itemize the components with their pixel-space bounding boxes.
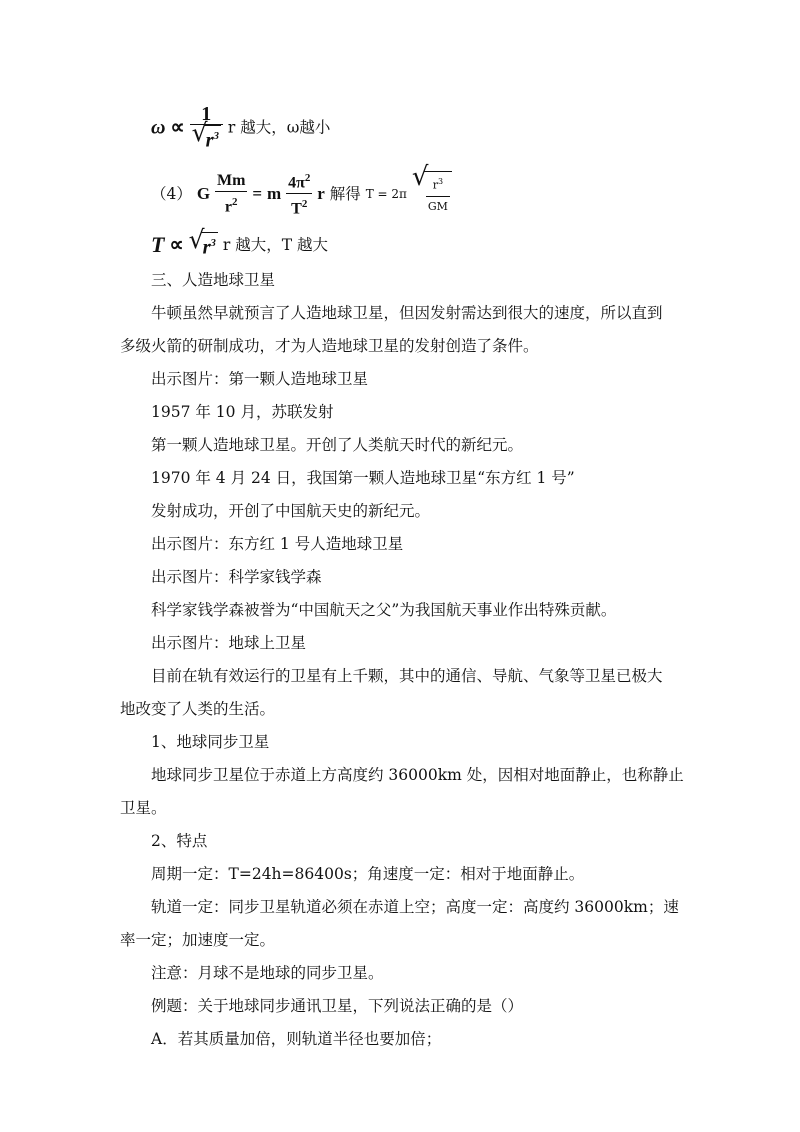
paragraph-line: 注意：月球不是地球的同步卫星。 <box>151 964 384 982</box>
paragraph-line: 出示图片：第一颗人造地球卫星 <box>151 370 369 388</box>
Mm: Mm <box>215 171 247 192</box>
paragraph-line: 第一颗人造地球卫星。开创了人类航天时代的新纪元。 <box>151 436 524 454</box>
omega-fraction <box>190 104 223 151</box>
Mm-over-r2: $\frac{Mm}{r^2}$ <box>216 171 246 215</box>
proportional-symbol: ∝ <box>170 116 185 139</box>
paragraph-line: 周期一定：T=24h=86400s；角速度一定：相对于地面静止。 <box>151 865 585 883</box>
r-cubed-base: r <box>432 178 438 192</box>
section-heading: 三、人造地球卫星 <box>151 271 276 289</box>
paragraph-line: 多级火箭的研制成功，才为人造地球卫星的发射创造了条件。 <box>120 337 539 355</box>
paragraph-line: 出示图片：科学家钱学森 <box>151 568 322 586</box>
paragraph-line: 地球同步卫星位于赤道上方高度约 36000km 处，因相对地面静止，也称静止 <box>151 766 684 784</box>
sqrt-r3: √ $r^3$ <box>191 118 219 152</box>
4pi2-over-T2: $\frac{4\pi^2}{T^2}$ <box>286 168 312 220</box>
paragraph-line: 1957 年 10 月，苏联发射 <box>151 403 334 421</box>
formula-omega <box>151 104 330 160</box>
paragraph-line: 率一定；加速度一定。 <box>120 931 276 949</box>
option-a: A．若其质量加倍，则轨道半径也要加倍； <box>151 1030 442 1048</box>
exponent-3: 3 <box>213 130 219 142</box>
radicand-r: r <box>205 129 214 152</box>
m-symbol: m <box>266 183 282 203</box>
T-symbol: T <box>291 200 302 218</box>
paragraph-line: 目前在轨有效运行的卫星有上千颗，其中的通信、导航、气象等卫星已极大 <box>151 667 663 685</box>
formula-T <box>151 225 328 262</box>
T-equals: T = 2π <box>365 186 407 201</box>
sqrt-r3-T: √ $r^3$ <box>188 225 216 259</box>
exponent-3-T: 3 <box>210 237 216 249</box>
jiede-text: 解得 <box>329 184 361 203</box>
paragraph-line: 出示图片：地球上卫星 <box>151 634 307 652</box>
proportional-symbol-2: ∝ <box>169 233 184 256</box>
G-symbol: G <box>196 183 211 203</box>
omega-symbol: ω <box>151 116 166 139</box>
paragraph-line: 发射成功，开创了中国航天史的新纪元。 <box>151 502 431 520</box>
paragraph-line: 出示图片：东方红 1 号人造地球卫星 <box>151 535 404 553</box>
paragraph-line: 轨道一定：同步卫星轨道必须在赤道上空；高度一定：高度约 36000km；速 <box>151 898 679 916</box>
radicand-r-T: r <box>202 236 211 259</box>
T-description: r 越大，T 越大 <box>222 235 328 254</box>
example-question: 例题：关于地球同步通讯卫星，下列说法正确的是（） <box>151 997 524 1015</box>
omega-description: r 越大，ω越小 <box>227 118 331 137</box>
paragraph-line: 科学家钱学森被誉为“中国航天之父”为我国航天事业作出特殊贡献。 <box>151 601 617 619</box>
fraction-numerator: 1 <box>190 104 223 125</box>
paragraph-line: 地改变了人类的生活。 <box>120 700 276 718</box>
r-symbol: r <box>317 183 325 203</box>
GM: GM <box>427 199 448 213</box>
paragraph-line: 卫星。 <box>120 799 167 817</box>
equals-sign: = <box>252 183 263 203</box>
r-squared-base: r <box>224 197 232 215</box>
subsection-heading: 2、特点 <box>151 832 208 850</box>
subsection-heading: 1、地球同步卫星 <box>151 733 270 751</box>
T-symbol-large: T <box>151 231 165 257</box>
paragraph-line: 牛顿虽然早就预言了人造地球卫星，但因发射需达到很大的速度，所以直到 <box>151 304 663 322</box>
formula-4-label: （4） <box>151 184 192 203</box>
four-pi: 4π <box>288 174 305 192</box>
paragraph-line: 1970 年 4 月 24 日，我国第一颗人造地球卫星“东方红 1 号” <box>151 469 575 487</box>
formula-4 <box>151 162 452 218</box>
sqrt-r3-over-GM: √ $\frac{r^3}{GM}$ <box>412 171 452 217</box>
